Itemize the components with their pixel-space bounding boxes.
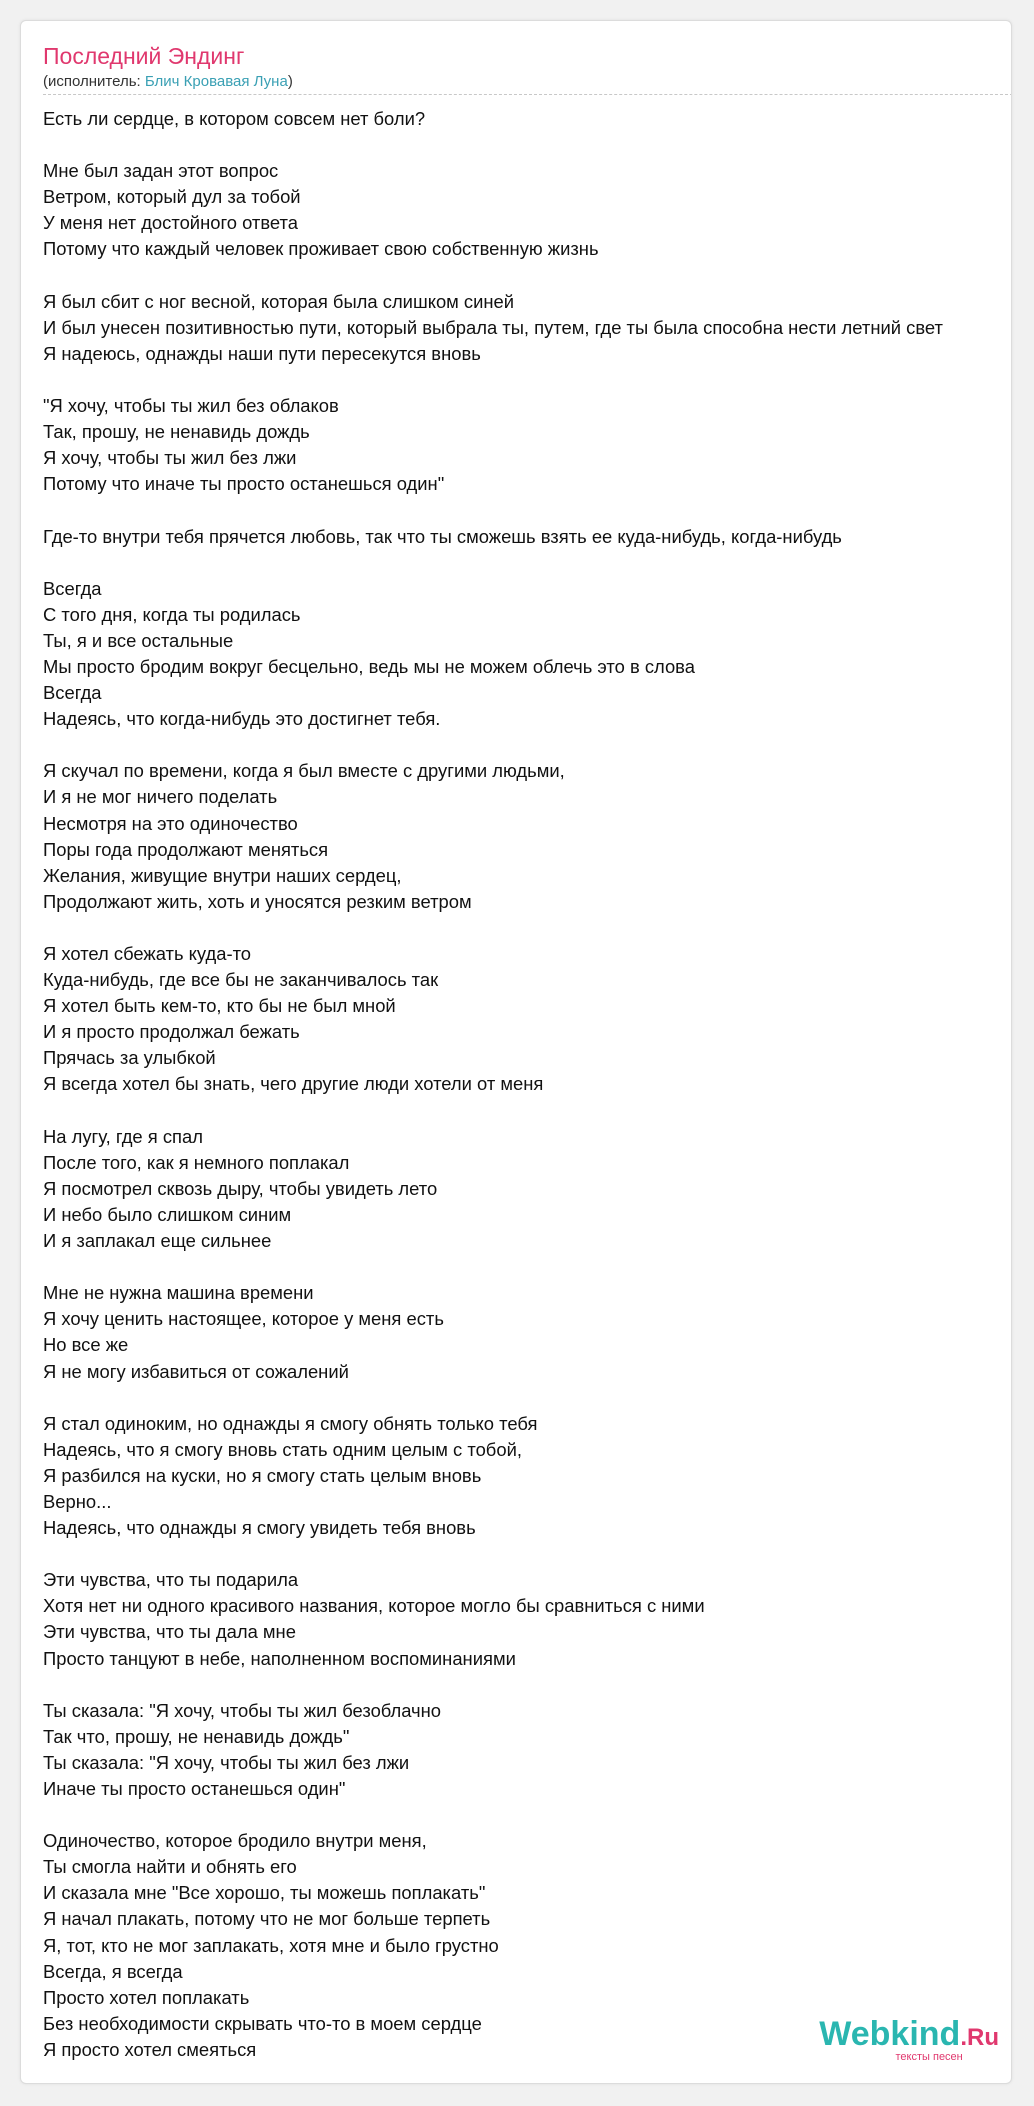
lyrics-stanza xyxy=(43,1411,1012,1541)
lyrics-stanza xyxy=(43,158,1012,262)
lyrics-line: Мы просто бродим вокруг бесцельно, ведь мы не можем облечь это в слова xyxy=(43,655,695,677)
logo-wordmark: Webkind xyxy=(819,2015,961,2053)
lyrics-line: Ты сказала: "Я хочу, чтобы ты жил без лжи xyxy=(43,1751,410,1773)
lyrics-line: Я хочу ценить настоящее, которое у меня есть xyxy=(43,1308,444,1330)
lyrics-line: Продолжают жить, хоть и уносятся резким ветром xyxy=(43,890,472,912)
lyrics-line: Иначе ты просто останешься один" xyxy=(43,1778,346,1799)
lyrics-stanza xyxy=(43,393,1012,497)
lyrics-line: С того дня, когда ты родилась xyxy=(43,603,301,625)
lyrics-line: Ты, я и все остальные xyxy=(43,629,234,651)
lyrics-line: Я хотел быть кем-то, кто бы не был мной xyxy=(43,995,396,1017)
lyrics-stanza xyxy=(43,941,1012,1098)
lyrics-line: Желания, живущие внутри наших сердец, xyxy=(43,864,402,886)
performer-link[interactable]: Блич Кровавая Луна xyxy=(144,73,288,90)
lyrics-line: Я скучал по времени, когда я был вместе с другими людьми, xyxy=(43,760,565,782)
lyrics-line: Я всегда хотел бы знать, чего другие люди хотели от меня xyxy=(43,1073,544,1095)
lyrics-line: На лугу, где я спал xyxy=(43,1125,203,1147)
lyrics-line: "Я хочу, чтобы ты жил без облаков xyxy=(43,395,339,417)
lyrics-line: Поры года продолжают меняться xyxy=(43,838,329,860)
lyrics-line: Я хочу, чтобы ты жил без лжи xyxy=(43,447,297,469)
lyrics-line: И я просто продолжал бежать xyxy=(43,1021,300,1043)
lyrics-line: Где-то внутри тебя прячется любовь, так что ты сможешь взять ее куда-нибудь, когда-нибудь xyxy=(43,525,842,547)
lyrics-line: Всегда xyxy=(43,577,102,599)
lyrics-line: Просто танцуют в небе, наполненном воспоминаниями xyxy=(43,1647,516,1669)
lyrics-line: Я начал плакать, потому что не мог больше терпеть xyxy=(43,1908,491,1930)
lyrics-stanza xyxy=(43,289,1012,367)
lyrics-line: Прячась за улыбкой xyxy=(43,1047,216,1069)
lyrics-line: Я хотел сбежать куда-то xyxy=(43,943,252,964)
lyrics-line: Потому что каждый человек проживает свою собственную жизнь xyxy=(43,238,599,260)
logo-tld: .Ru xyxy=(960,2024,999,2051)
lyrics-stanza xyxy=(43,758,1012,915)
lyrics-line: Эти чувства, что ты дала мне xyxy=(43,1621,296,1643)
lyrics-stanza xyxy=(43,524,1012,550)
lyrics-line: И я не мог ничего поделать xyxy=(43,786,278,808)
lyrics-line: Несмотря на это одиночество xyxy=(43,812,298,834)
lyrics-line: Мне не нужна машина времени xyxy=(43,1282,314,1304)
lyrics-line: Но все же xyxy=(43,1334,129,1356)
lyrics-line: Я, тот, кто не мог заплакать, хотя мне и было грустно xyxy=(43,1934,499,1956)
lyrics-line: И был унесен позитивностью пути, который выбрала ты, путем, где ты была способна нести летний свет xyxy=(43,316,943,338)
lyrics-line: Эти чувства, что ты подарила xyxy=(43,1569,299,1591)
lyrics-line: Так что, прошу, не ненавидь дождь" xyxy=(43,1725,350,1747)
lyrics-line: Я просто хотел смеяться xyxy=(43,2038,257,2060)
performer-line xyxy=(43,73,293,90)
lyrics-line: Просто хотел поплакать xyxy=(43,1986,250,2008)
performer-prefix: (исполнитель: xyxy=(43,73,145,90)
lyrics-line: Так, прошу, не ненавидь дождь xyxy=(43,421,310,443)
lyrics-line: После того, как я немного поплакал xyxy=(43,1151,350,1173)
lyrics-stanza xyxy=(43,1124,1012,1254)
lyrics-line: Верно... xyxy=(43,1490,112,1512)
lyrics-line: Одиночество, которое бродило внутри меня, xyxy=(43,1830,427,1852)
lyrics-line: Ветром, который дул за тобой xyxy=(43,186,301,208)
lyrics-line: Без необходимости скрывать что-то в моем сердце xyxy=(43,2012,482,2034)
song-title: Последний Эндинг xyxy=(43,43,245,69)
lyrics-line: Хотя нет ни одного красивого названия, которое могло бы сравниться с ними xyxy=(43,1595,705,1617)
lyrics-line: Надеясь, что я смогу вновь стать одним целым с тобой, xyxy=(43,1438,522,1460)
lyrics-text xyxy=(43,106,1012,2084)
lyrics-stanza xyxy=(43,106,1012,132)
lyrics-line: Есть ли сердце, в котором совсем нет боли? xyxy=(43,108,426,129)
lyrics-line: У меня нет достойного ответа xyxy=(43,212,298,234)
lyrics-stanza xyxy=(43,1698,1012,1802)
lyrics-line: Я не могу избавиться от сожалений xyxy=(43,1360,349,1382)
logo-tagline: тексты песен xyxy=(895,2051,963,2063)
lyrics-line: И небо было слишком синим xyxy=(43,1203,292,1225)
lyrics-line: Я разбился на куски, но я смогу стать целым вновь xyxy=(43,1464,482,1486)
lyrics-line: Всегда xyxy=(43,682,102,704)
lyrics-line: Я стал одиноким, но однажды я смогу обнять только тебя xyxy=(43,1412,538,1434)
lyrics-line: Я был сбит с ног весной, которая была слишком синей xyxy=(43,290,515,312)
lyrics-line: Ты смогла найти и обнять его xyxy=(43,1856,297,1878)
lyrics-stanza xyxy=(43,576,1012,733)
lyrics-line: Мне был задан этот вопрос xyxy=(43,160,279,182)
lyrics-stanza xyxy=(43,1567,1012,1671)
lyrics-line: Надеясь, что однажды я смогу увидеть тебя вновь xyxy=(43,1517,476,1539)
lyrics-line: Ты сказала: "Я хочу, чтобы ты жил безоблачно xyxy=(43,1699,442,1721)
lyrics-line: Надеясь, что когда-нибудь это достигнет тебя. xyxy=(43,708,441,730)
lyrics-line: И я заплакал еще сильнее xyxy=(43,1230,272,1252)
lyrics-line: Куда-нибудь, где все бы не заканчивалось так xyxy=(43,969,439,991)
site-logo[interactable] xyxy=(819,2017,999,2063)
lyrics-line: И сказала мне "Все хорошо, ты можешь поплакать" xyxy=(43,1882,486,1904)
lyrics-line: Я надеюсь, однажды наши пути пересекутся вновь xyxy=(43,342,481,364)
lyrics-stanza xyxy=(43,1280,1012,1384)
lyrics-line: Я посмотрел сквозь дыру, чтобы увидеть лето xyxy=(43,1177,438,1199)
performer-suffix: ) xyxy=(287,73,293,90)
lyrics-line: Всегда, я всегда xyxy=(43,1960,183,1982)
lyrics-card xyxy=(20,20,1012,2084)
header-divider xyxy=(43,94,1012,95)
lyrics-line: Потому что иначе ты просто останешься один" xyxy=(43,473,445,495)
